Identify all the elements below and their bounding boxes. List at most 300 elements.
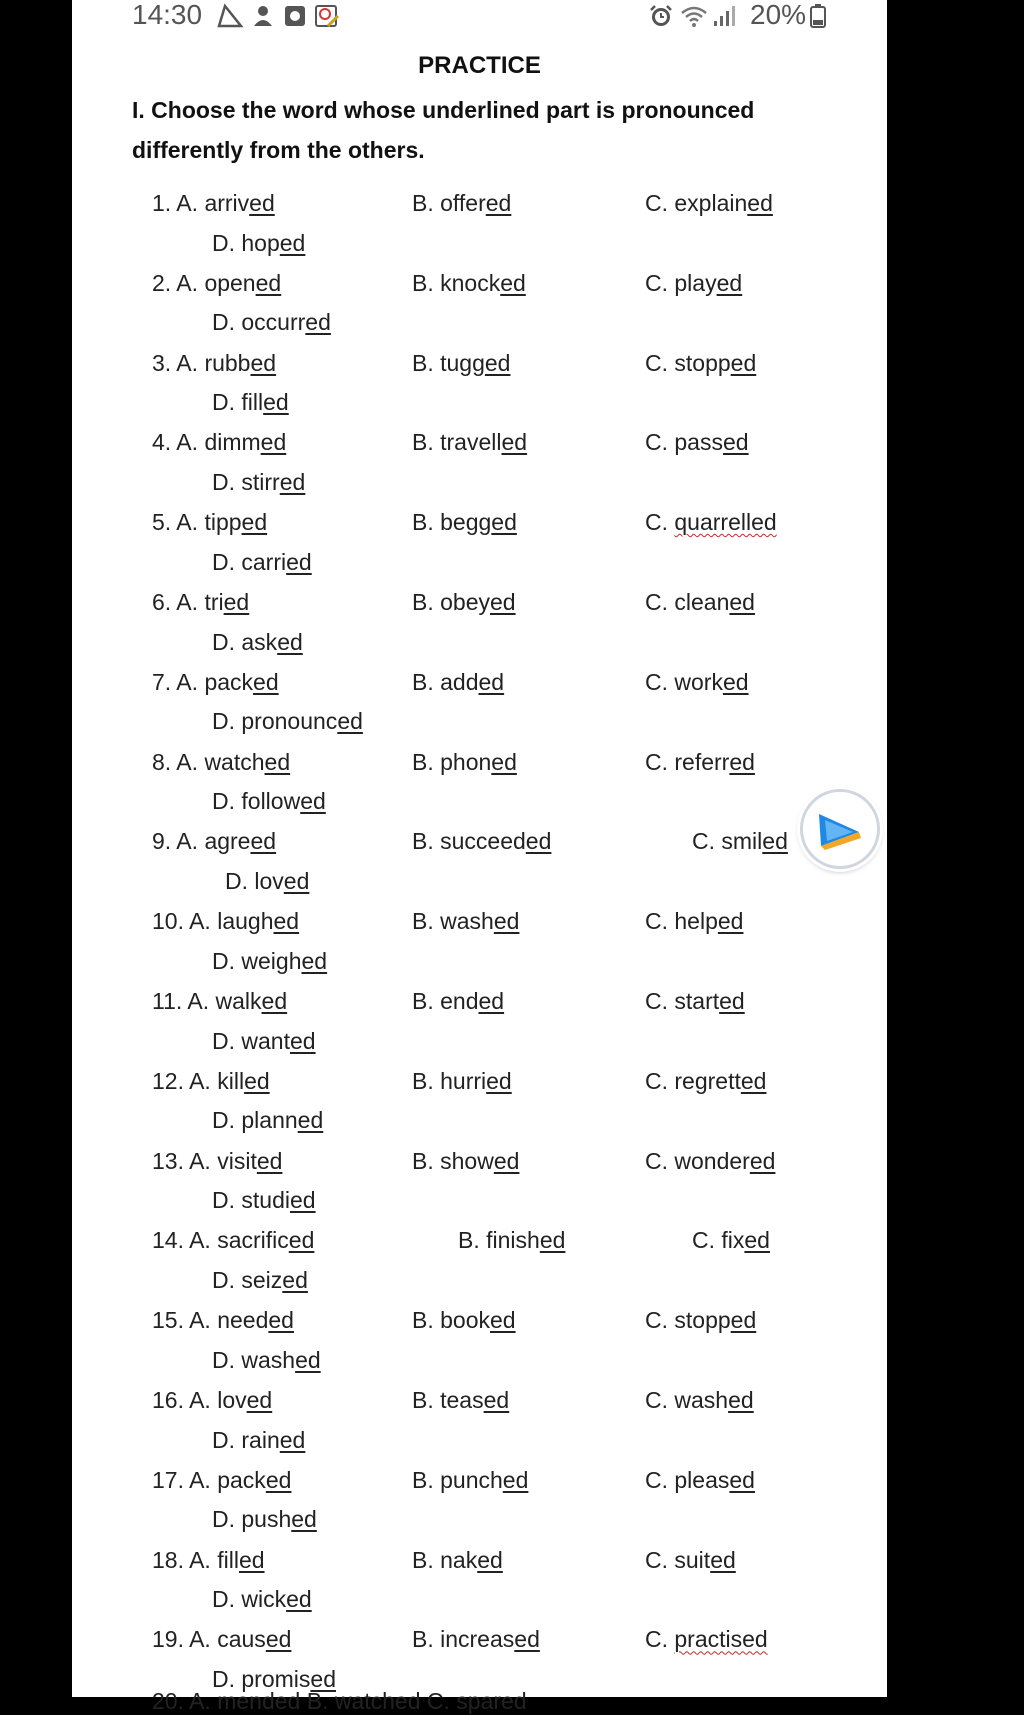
q8-option-c bbox=[645, 749, 755, 776]
underlined-part: ed bbox=[250, 828, 277, 855]
word-stem: visit bbox=[217, 1147, 257, 1174]
underlined-part: quarrelled bbox=[674, 509, 777, 536]
underlined-part: ed bbox=[255, 269, 282, 296]
word-stem: phon bbox=[440, 748, 492, 775]
underlined-part: ed bbox=[729, 748, 755, 775]
underlined-part: ed bbox=[301, 947, 328, 974]
q3-option-d bbox=[212, 389, 289, 416]
underlined-part: ed bbox=[295, 1346, 321, 1373]
underlined-part: ed bbox=[300, 788, 326, 815]
option-letter: C. bbox=[645, 1067, 675, 1094]
word-stem: show bbox=[440, 1147, 494, 1174]
word-stem: laugh bbox=[217, 908, 274, 935]
status-bar bbox=[72, 0, 887, 34]
word-stem: help bbox=[674, 908, 718, 935]
option-letter: B. bbox=[412, 1626, 441, 1653]
option-letter: B. bbox=[412, 908, 441, 935]
word-stem: knock bbox=[440, 269, 501, 296]
q5-option-a bbox=[152, 509, 267, 536]
q15-option-b bbox=[412, 1307, 516, 1334]
q10-option-b bbox=[412, 908, 519, 935]
battery-percent: 20% bbox=[750, 0, 807, 30]
alarm-icon bbox=[648, 4, 674, 28]
underlined-part: ed bbox=[297, 1107, 324, 1134]
option-letter: B. bbox=[458, 1227, 487, 1254]
q13-option-d bbox=[212, 1187, 316, 1214]
underlined-part: ed bbox=[277, 628, 303, 655]
word-stem: offer bbox=[440, 190, 486, 216]
option-letter: D. bbox=[212, 468, 242, 495]
question-number: 4. A. bbox=[152, 429, 199, 456]
option-letter: D. bbox=[212, 1107, 242, 1134]
q16-option-a bbox=[152, 1387, 272, 1414]
underlined-part: ed bbox=[490, 1307, 516, 1334]
word-stem: referr bbox=[674, 748, 730, 775]
underlined-part: ed bbox=[268, 1307, 294, 1334]
question-number: 7. A. bbox=[152, 668, 199, 695]
q17-option-c bbox=[645, 1467, 755, 1494]
word-stem: add bbox=[440, 668, 479, 695]
option-letter: B. bbox=[412, 509, 441, 536]
question-number: 16. A. bbox=[152, 1387, 211, 1413]
word-stem: stopp bbox=[674, 349, 731, 376]
word-stem: begg bbox=[440, 509, 492, 536]
option-letter: D. bbox=[212, 1027, 242, 1054]
word-stem: suit bbox=[674, 1546, 711, 1573]
option-letter: C. bbox=[645, 988, 675, 1014]
word-stem: tri bbox=[204, 589, 224, 615]
q5-option-b bbox=[412, 509, 517, 536]
option-letter: D. bbox=[212, 1506, 242, 1533]
underlined-part: ed bbox=[263, 389, 289, 416]
word-stem: regrett bbox=[674, 1067, 741, 1094]
underlined-part: ed bbox=[289, 1187, 316, 1214]
underlined-part: ed bbox=[490, 589, 516, 615]
underlined-part: ed bbox=[223, 589, 250, 615]
question-number: 6. A. bbox=[152, 589, 199, 615]
word-stem: kill bbox=[217, 1067, 245, 1094]
word-stem: push bbox=[241, 1506, 292, 1533]
underlined-part: ed bbox=[710, 1546, 736, 1573]
q13-option-c bbox=[645, 1148, 775, 1175]
q4-option-b bbox=[412, 429, 527, 456]
word-stem: tugg bbox=[440, 349, 485, 376]
question-20-partial: 20. A. mended B. watched C. spared bbox=[152, 1688, 527, 1714]
floating-action-button[interactable] bbox=[800, 789, 880, 869]
option-letter: D. bbox=[212, 548, 242, 575]
underlined-part: ed bbox=[501, 429, 528, 456]
word-stem: rubb bbox=[204, 349, 251, 376]
q4-option-d bbox=[212, 469, 305, 496]
question-number: 13. A. bbox=[152, 1147, 211, 1174]
q10-option-d bbox=[212, 948, 327, 975]
q6-option-b bbox=[412, 589, 516, 616]
underlined-part: ed bbox=[730, 1307, 757, 1334]
book-logo-icon bbox=[803, 792, 877, 866]
q7-option-b bbox=[412, 669, 504, 696]
question-number: 14. A. bbox=[152, 1227, 211, 1254]
word-stem: want bbox=[241, 1027, 290, 1054]
q15-option-c bbox=[645, 1307, 756, 1334]
option-letter: C. bbox=[645, 349, 675, 376]
q16-option-d bbox=[212, 1427, 305, 1454]
word-stem: punch bbox=[440, 1466, 503, 1493]
underlined-part: ed bbox=[246, 1387, 273, 1413]
underlined-part: ed bbox=[279, 1426, 306, 1453]
option-letter: C. bbox=[645, 668, 675, 695]
word-stem: pack bbox=[217, 1466, 266, 1493]
navigation-icon bbox=[217, 4, 243, 28]
option-letter: B. bbox=[412, 349, 441, 376]
underlined-part: ed bbox=[337, 708, 363, 735]
instruction-line-2: differently from the others. bbox=[132, 137, 425, 163]
word-stem: end bbox=[440, 988, 479, 1014]
underlined-part: ed bbox=[286, 1586, 312, 1613]
underlined-part: practised bbox=[674, 1626, 768, 1653]
q8-option-d bbox=[212, 788, 326, 815]
underlined-part: ed bbox=[717, 908, 744, 935]
question-number: 8. A. bbox=[152, 748, 199, 775]
option-letter: C. bbox=[692, 1227, 722, 1254]
underlined-part: ed bbox=[265, 1626, 292, 1653]
q1-option-a bbox=[152, 190, 275, 217]
word-stem: carri bbox=[241, 548, 287, 575]
word-stem: walk bbox=[215, 988, 262, 1014]
underlined-part: ed bbox=[241, 509, 268, 536]
q16-option-c bbox=[645, 1387, 754, 1414]
question-number: 12. A. bbox=[152, 1067, 211, 1094]
option-letter: B. bbox=[412, 1147, 441, 1174]
underlined-part: ed bbox=[500, 269, 526, 296]
q11-option-a bbox=[152, 988, 287, 1015]
option-letter: D. bbox=[212, 947, 242, 974]
option-letter: B. bbox=[412, 828, 441, 855]
option-letter: D. bbox=[212, 1266, 242, 1293]
underlined-part: ed bbox=[716, 269, 743, 296]
underlined-part: ed bbox=[762, 828, 788, 855]
word-stem: fill bbox=[241, 389, 264, 416]
q11-option-b bbox=[412, 988, 504, 1015]
q15-option-d bbox=[212, 1347, 321, 1374]
word-stem: tipp bbox=[204, 509, 242, 536]
word-stem: pleas bbox=[674, 1466, 730, 1493]
underlined-part: ed bbox=[747, 190, 773, 216]
word-stem: book bbox=[440, 1307, 490, 1334]
option-letter: C. bbox=[645, 269, 675, 296]
word-stem: sacrific bbox=[217, 1227, 289, 1254]
option-letter: B. bbox=[412, 269, 441, 296]
word-stem: teas bbox=[440, 1387, 484, 1413]
word-stem: open bbox=[204, 269, 256, 296]
q12-option-b bbox=[412, 1068, 512, 1095]
word-stem: stirr bbox=[241, 468, 280, 495]
word-stem: wash bbox=[440, 908, 494, 935]
pencil-app-icon bbox=[314, 4, 340, 28]
underlined-part: ed bbox=[483, 1387, 510, 1413]
underlined-part: ed bbox=[719, 988, 745, 1014]
option-letter: D. bbox=[212, 628, 242, 655]
option-letter: C. bbox=[645, 1147, 675, 1174]
underlined-part: ed bbox=[491, 509, 517, 536]
q2-option-b bbox=[412, 270, 526, 297]
option-letter: D. bbox=[212, 1187, 242, 1214]
underlined-part: ed bbox=[539, 1227, 566, 1254]
word-stem: seiz bbox=[241, 1266, 283, 1293]
q5-option-c bbox=[645, 509, 777, 536]
option-letter: B. bbox=[412, 1387, 441, 1413]
underlined-part: ed bbox=[485, 190, 512, 216]
q3-option-a bbox=[152, 350, 276, 377]
word-stem: dimm bbox=[204, 429, 261, 456]
option-letter: C. bbox=[645, 589, 675, 615]
underlined-part: ed bbox=[283, 867, 310, 894]
q2-option-a bbox=[152, 270, 281, 297]
underlined-part: ed bbox=[493, 908, 520, 935]
word-stem: caus bbox=[217, 1626, 266, 1653]
question-number: 9. A. bbox=[152, 828, 199, 855]
q11-option-c bbox=[645, 988, 745, 1015]
wifi-icon bbox=[680, 4, 708, 28]
word-stem: lov bbox=[254, 867, 284, 894]
option-letter: C. bbox=[645, 509, 675, 536]
q14-option-d bbox=[212, 1267, 308, 1294]
option-letter: D. bbox=[212, 1586, 242, 1613]
word-stem: succeed bbox=[440, 828, 526, 855]
option-letter: B. bbox=[412, 429, 441, 456]
underlined-part: ed bbox=[289, 1027, 316, 1054]
option-letter: C. bbox=[645, 429, 675, 456]
underlined-part: ed bbox=[291, 1506, 317, 1533]
q17-option-d bbox=[212, 1506, 317, 1533]
q7-option-a bbox=[152, 669, 279, 696]
document-page[interactable] bbox=[72, 0, 887, 1714]
option-letter: D. bbox=[212, 1426, 242, 1453]
q15-option-a bbox=[152, 1307, 294, 1334]
word-stem: start bbox=[674, 988, 720, 1014]
q9-option-c bbox=[692, 828, 788, 855]
underlined-part: ed bbox=[491, 748, 517, 775]
word-stem: rain bbox=[241, 1426, 280, 1453]
word-stem: occurr bbox=[241, 309, 306, 336]
q5-option-d bbox=[212, 549, 312, 576]
option-letter: D. bbox=[212, 1346, 242, 1373]
word-stem: pack bbox=[204, 668, 254, 695]
q11-option-d bbox=[212, 1028, 316, 1055]
word-stem: agre bbox=[204, 828, 251, 855]
word-stem: finish bbox=[486, 1227, 540, 1254]
question-number: 2. A. bbox=[152, 269, 199, 296]
option-letter: B. bbox=[412, 668, 441, 695]
underlined-part: ed bbox=[722, 668, 749, 695]
option-letter: D. bbox=[212, 1665, 242, 1692]
person-notification-icon bbox=[252, 4, 274, 28]
option-letter: C. bbox=[692, 828, 722, 855]
option-letter: C. bbox=[645, 1387, 675, 1413]
q17-option-b bbox=[412, 1467, 528, 1494]
underlined-part: ed bbox=[279, 229, 306, 256]
q14-option-b bbox=[458, 1227, 565, 1254]
option-letter: D. bbox=[212, 389, 242, 416]
q12-option-c bbox=[645, 1068, 766, 1095]
option-letter: B. bbox=[412, 1307, 441, 1334]
underlined-part: ed bbox=[238, 1546, 265, 1573]
page-title: PRACTICE bbox=[418, 52, 541, 79]
square-app-icon bbox=[284, 4, 306, 28]
option-letter: B. bbox=[412, 748, 441, 775]
word-stem: wash bbox=[241, 1346, 296, 1373]
option-letter: D. bbox=[212, 788, 242, 815]
underlined-part: ed bbox=[279, 468, 306, 495]
word-stem: wick bbox=[241, 1586, 287, 1613]
option-letter: D. bbox=[212, 708, 242, 735]
underlined-part: ed bbox=[264, 748, 291, 775]
word-stem: studi bbox=[241, 1187, 290, 1214]
q6-option-d bbox=[212, 629, 303, 656]
q7-option-d bbox=[212, 708, 363, 735]
word-stem: stopp bbox=[674, 1307, 731, 1334]
option-letter: B. bbox=[412, 1546, 441, 1573]
underlined-part: ed bbox=[514, 1626, 540, 1653]
option-letter: C. bbox=[645, 190, 675, 216]
option-letter: D. bbox=[225, 867, 255, 894]
underlined-part: ed bbox=[305, 309, 331, 336]
q6-option-c bbox=[645, 589, 755, 616]
q18-option-d bbox=[212, 1586, 312, 1613]
question-number: 11. A. bbox=[152, 988, 210, 1014]
underlined-part: ed bbox=[486, 1067, 512, 1094]
option-letter: B. bbox=[412, 1067, 441, 1094]
word-stem: pass bbox=[674, 429, 723, 456]
q3-option-c bbox=[645, 350, 756, 377]
option-letter: C. bbox=[645, 1546, 675, 1573]
q19-option-c bbox=[645, 1626, 768, 1653]
option-letter: C. bbox=[645, 1626, 675, 1653]
word-stem: promis bbox=[241, 1665, 311, 1692]
q19-option-a bbox=[152, 1626, 291, 1653]
underlined-part: ed bbox=[740, 1067, 767, 1094]
underlined-part: ed bbox=[260, 429, 287, 456]
word-stem: wash bbox=[674, 1387, 729, 1413]
underlined-part: ed bbox=[749, 1147, 776, 1174]
option-letter: B. bbox=[412, 1466, 441, 1493]
option-letter: B. bbox=[412, 190, 441, 216]
q2-option-d bbox=[212, 309, 331, 336]
underlined-part: ed bbox=[744, 1227, 770, 1254]
q18-option-b bbox=[412, 1547, 503, 1574]
q14-option-c bbox=[692, 1227, 770, 1254]
q14-option-a bbox=[152, 1227, 314, 1254]
word-stem: follow bbox=[241, 788, 301, 815]
q1-option-d bbox=[212, 230, 305, 257]
option-letter: B. bbox=[412, 988, 441, 1014]
question-number: 3. A. bbox=[152, 349, 199, 376]
underlined-part: ed bbox=[502, 1466, 529, 1493]
word-stem: pronounc bbox=[241, 708, 338, 735]
word-stem: obey bbox=[440, 589, 490, 615]
word-stem: hurri bbox=[440, 1067, 487, 1094]
word-stem: weigh bbox=[241, 947, 302, 974]
q9-option-a bbox=[152, 828, 276, 855]
q8-option-a bbox=[152, 749, 290, 776]
word-stem: play bbox=[674, 269, 717, 296]
q13-option-a bbox=[152, 1148, 282, 1175]
battery-icon bbox=[810, 4, 826, 28]
q1-option-c bbox=[645, 190, 773, 217]
underlined-part: ed bbox=[493, 1147, 520, 1174]
word-stem: increas bbox=[440, 1626, 515, 1653]
instruction-line-1: I. Choose the word whose underlined part is pronounced bbox=[132, 97, 755, 123]
q2-option-c bbox=[645, 270, 742, 297]
underlined-part: ed bbox=[244, 1067, 270, 1094]
word-stem: plann bbox=[241, 1107, 298, 1134]
underlined-part: ed bbox=[265, 1466, 292, 1493]
word-stem: wonder bbox=[674, 1147, 750, 1174]
word-stem: ask bbox=[241, 628, 278, 655]
underlined-part: ed bbox=[253, 668, 279, 695]
q12-option-a bbox=[152, 1068, 270, 1095]
word-stem: lov bbox=[217, 1387, 247, 1413]
underlined-part: ed bbox=[730, 349, 757, 376]
q1-option-b bbox=[412, 190, 511, 217]
q7-option-c bbox=[645, 669, 749, 696]
underlined-part: ed bbox=[282, 1266, 308, 1293]
option-letter: D. bbox=[212, 309, 242, 336]
word-stem: clean bbox=[674, 589, 730, 615]
underlined-part: ed bbox=[250, 349, 277, 376]
underlined-part: ed bbox=[288, 1227, 315, 1254]
word-stem: smil bbox=[721, 828, 763, 855]
option-letter: C. bbox=[645, 908, 675, 935]
question-number: 17. A. bbox=[152, 1466, 211, 1493]
underlined-part: ed bbox=[249, 190, 275, 216]
word-stem: travell bbox=[440, 429, 502, 456]
word-stem: fix bbox=[721, 1227, 745, 1254]
underlined-part: ed bbox=[729, 1466, 755, 1493]
signal-icon bbox=[712, 4, 738, 28]
underlined-part: ed bbox=[477, 1546, 503, 1573]
underlined-part: ed bbox=[310, 1665, 336, 1692]
underlined-part: ed bbox=[729, 589, 755, 615]
underlined-part: ed bbox=[286, 548, 312, 575]
question-number: 15. A. bbox=[152, 1307, 211, 1334]
word-stem: arriv bbox=[204, 190, 250, 216]
q18-option-c bbox=[645, 1547, 736, 1574]
q16-option-b bbox=[412, 1387, 509, 1414]
q10-option-c bbox=[645, 908, 743, 935]
underlined-part: ed bbox=[261, 988, 288, 1014]
q12-option-d bbox=[212, 1107, 323, 1134]
q4-option-c bbox=[645, 429, 749, 456]
option-letter: B. bbox=[412, 589, 441, 615]
option-letter: C. bbox=[645, 1466, 675, 1493]
option-letter: D. bbox=[212, 229, 242, 256]
word-stem: fill bbox=[217, 1546, 239, 1573]
question-number: 1. A. bbox=[152, 190, 199, 216]
q4-option-a bbox=[152, 429, 286, 456]
underlined-part: ed bbox=[273, 908, 300, 935]
word-stem: watch bbox=[204, 748, 265, 775]
question-number: 5. A. bbox=[152, 509, 199, 536]
q13-option-b bbox=[412, 1148, 519, 1175]
underlined-part: ed bbox=[525, 828, 552, 855]
q6-option-a bbox=[152, 589, 249, 616]
q18-option-a bbox=[152, 1547, 265, 1574]
question-number: 19. A. bbox=[152, 1626, 211, 1653]
question-number: 18. A. bbox=[152, 1546, 211, 1573]
option-letter: C. bbox=[645, 748, 675, 775]
word-stem: work bbox=[674, 668, 723, 695]
status-time: 14:30 bbox=[132, 0, 203, 30]
